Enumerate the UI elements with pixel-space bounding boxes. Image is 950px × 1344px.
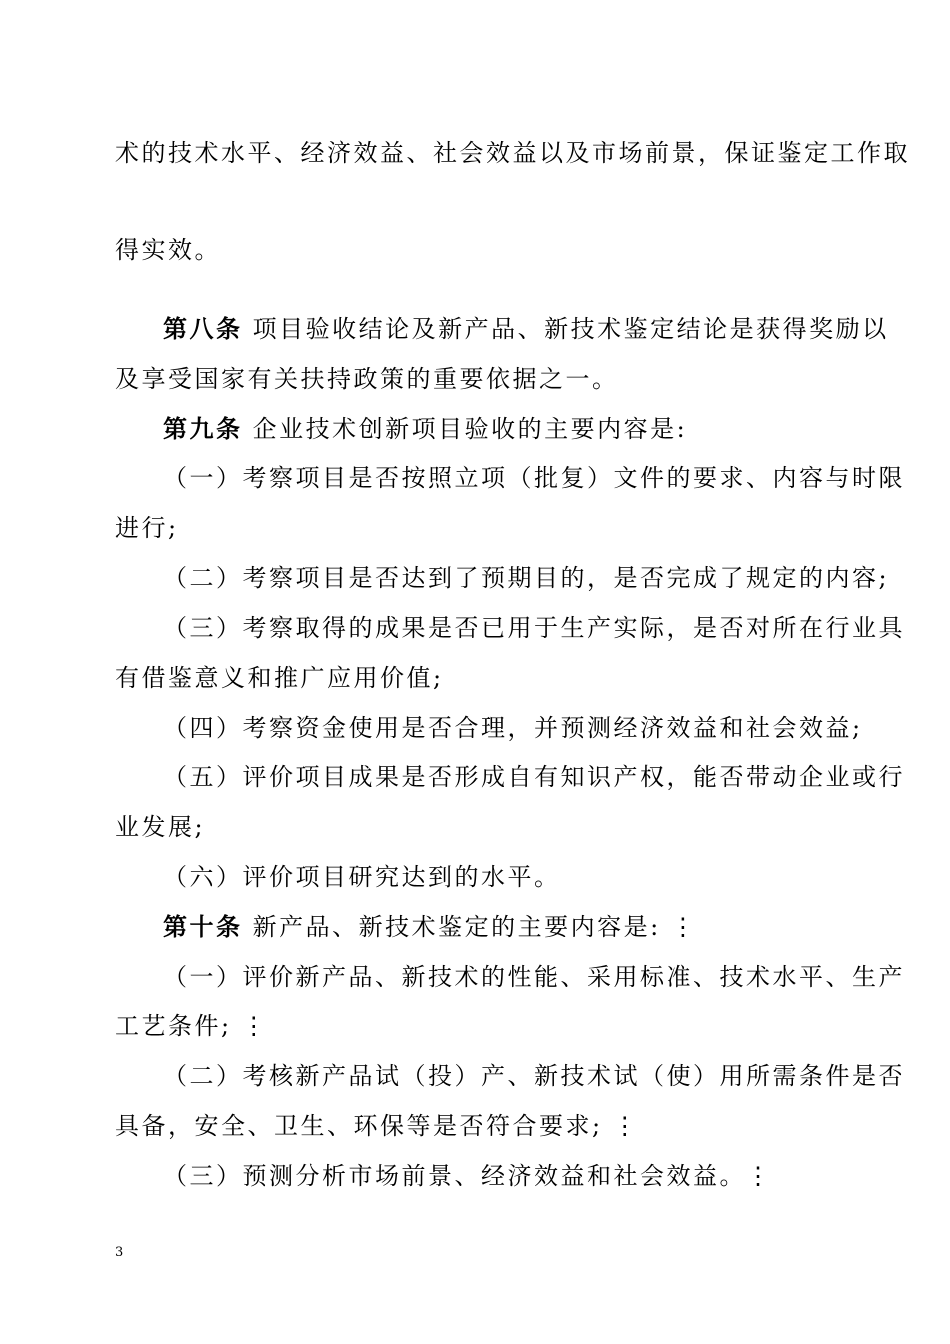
line-text: 有借鉴意义和推广应用价值; <box>115 664 444 692</box>
list-item-line <box>163 1060 905 1092</box>
paragraph-line <box>115 512 179 544</box>
list-item-line <box>163 612 905 644</box>
article-heading: 第九条 <box>163 414 243 443</box>
paragraph-line <box>115 363 619 395</box>
line-text: 项目验收结论及新产品、新技术鉴定结论是获得奖励以 <box>252 315 889 343</box>
line-text: 进行; <box>115 514 179 542</box>
line-text: 具备，安全、卫生、环保等是否符合要求; ⋮ <box>115 1112 640 1140</box>
article-heading: 第八条 <box>163 314 243 343</box>
line-text: （三）考察取得的成果是否已用于生产实际，是否对所在行业具 <box>163 614 905 642</box>
line-text: （一）考察项目是否按照立项（批复）文件的要求、内容与时限 <box>163 464 905 492</box>
list-item-line <box>163 462 905 494</box>
list-item-line <box>163 1160 773 1192</box>
paragraph-line <box>115 234 221 266</box>
line-text: 企业技术创新项目验收的主要内容是: <box>252 415 688 443</box>
line-text: 及享受国家有关扶持政策的重要依据之一。 <box>115 365 619 393</box>
list-item-line <box>163 562 889 594</box>
line-text: （一）评价新产品、新技术的性能、采用标准、技术水平、生产 <box>163 963 905 991</box>
paragraph-line <box>115 1110 639 1142</box>
article-9-line <box>163 413 687 445</box>
article-heading: 第十条 <box>163 912 243 941</box>
line-text: 得实效。 <box>115 236 221 264</box>
line-text: 新产品、新技术鉴定的主要内容是: ⋮ <box>252 913 698 941</box>
list-item-line <box>163 761 905 793</box>
paragraph-line <box>115 1010 268 1042</box>
page-number: 3 <box>115 1245 124 1260</box>
list-item-line <box>163 712 863 744</box>
line-text: （五）评价项目成果是否形成自有知识产权，能否带动企业或行 <box>163 763 905 791</box>
line-text: 业发展; <box>115 813 206 841</box>
line-text: （六）评价项目研究达到的水平。 <box>163 863 561 891</box>
list-item-line <box>163 861 561 893</box>
article-8-line <box>163 313 889 345</box>
line-text: （三）预测分析市场前景、经济效益和社会效益。⋮ <box>163 1162 773 1190</box>
line-text: 术的技术水平、经济效益、社会效益以及市场前景，保证鉴定工作取 <box>115 139 910 167</box>
line-text: （二）考察项目是否达到了预期目的，是否完成了规定的内容; <box>163 564 890 592</box>
article-10-line <box>163 911 697 943</box>
line-text: （四）考察资金使用是否合理，并预测经济效益和社会效益; <box>163 714 863 742</box>
list-item-line <box>163 961 905 993</box>
paragraph-line <box>115 811 205 843</box>
paragraph-line <box>115 137 910 169</box>
line-text: （二）考核新产品试（投）产、新技术试（使）用所需条件是否 <box>163 1062 905 1090</box>
line-text: 工艺条件; ⋮ <box>115 1012 269 1040</box>
paragraph-line <box>115 662 444 694</box>
